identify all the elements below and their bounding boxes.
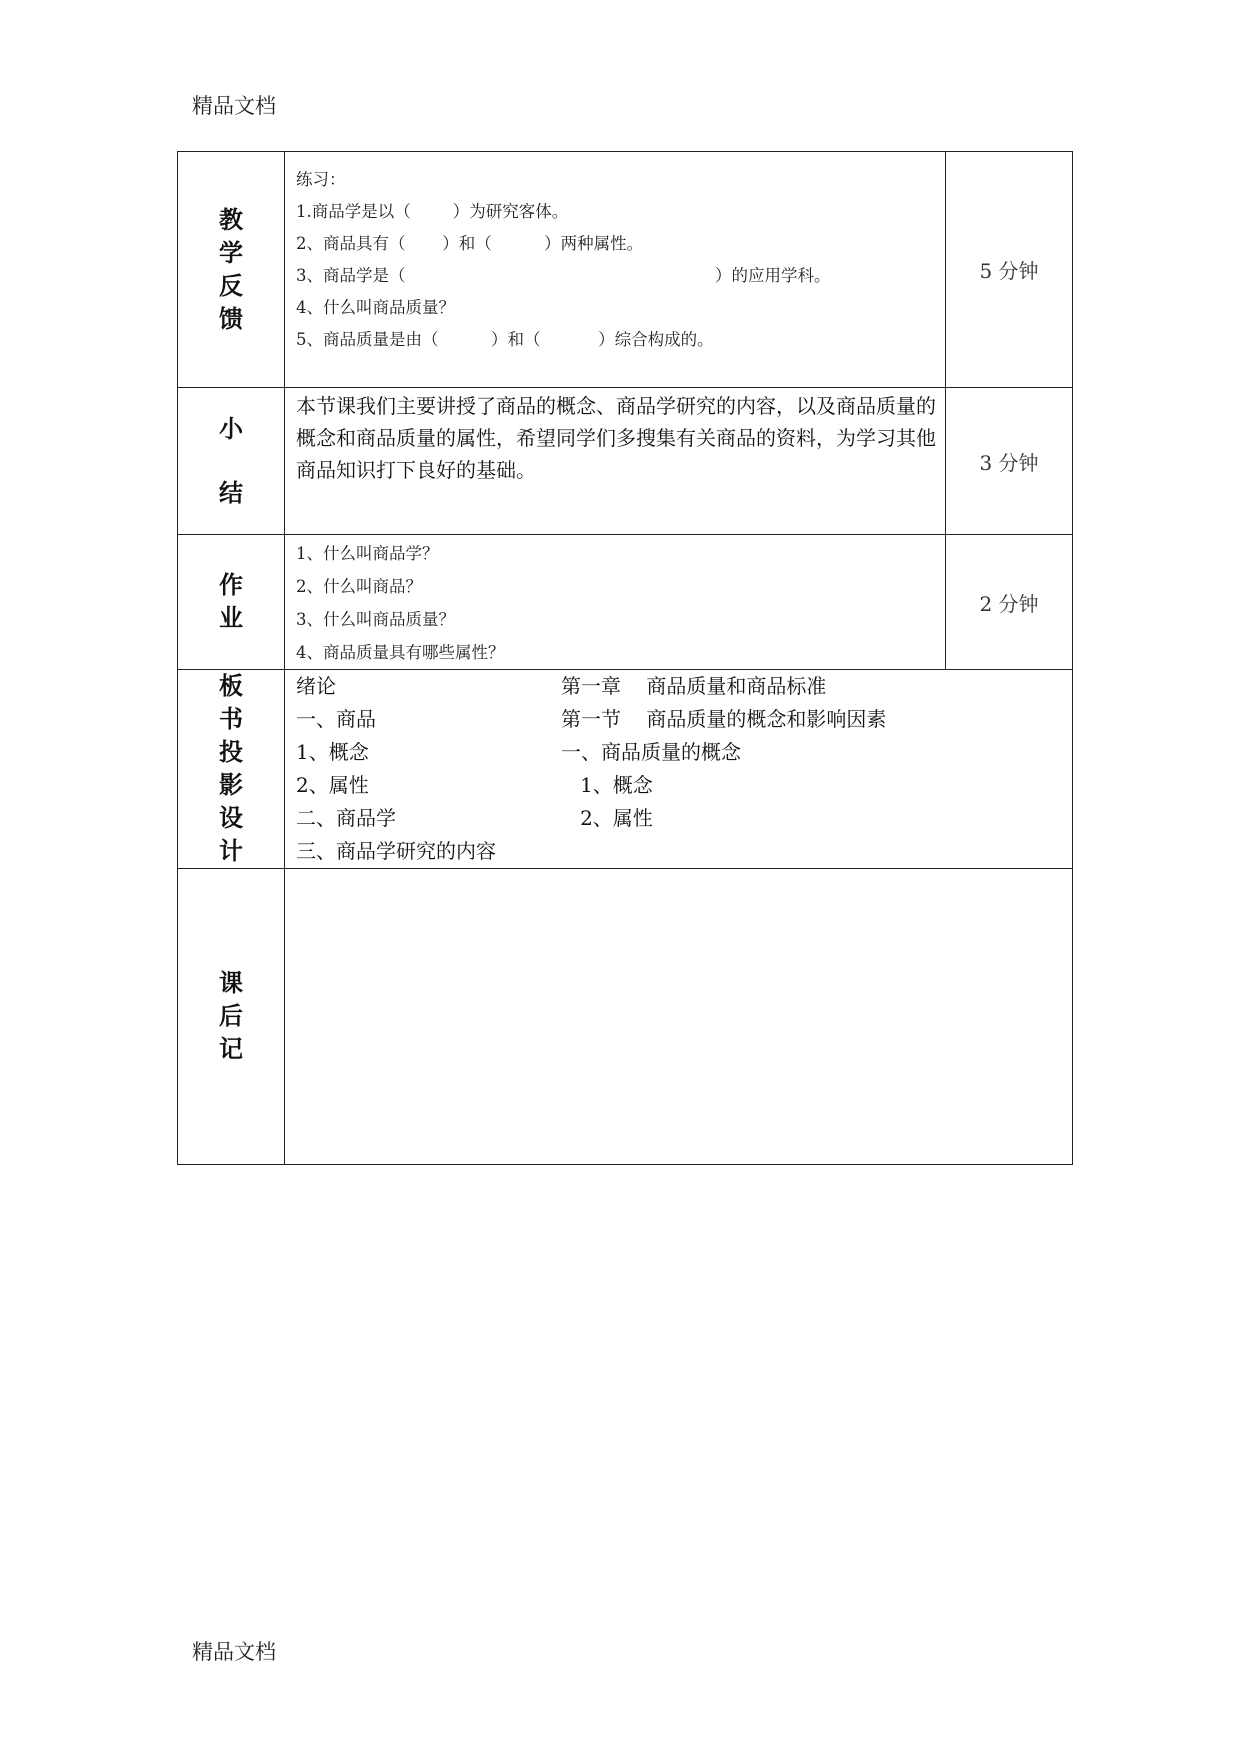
homework-content <box>285 535 946 670</box>
homework-label: 作 业 <box>178 535 285 670</box>
exercise-line: 1.商品学是以（ ）为研究客体。 <box>296 202 569 221</box>
board-right-column <box>561 670 1072 868</box>
page-footer-text: 精品文档 <box>192 1640 276 1664</box>
page-header-text: 精品文档 <box>192 94 276 118</box>
exercise-line: 3、商品学是（ ）的应用学科。 <box>296 266 831 285</box>
board-label: 板 书 投 影 设 计 <box>178 670 285 869</box>
homework-row <box>178 535 1073 670</box>
board-line: 一、商品 <box>296 707 376 731</box>
feedback-row <box>178 152 1073 388</box>
summary-label: 小 结 <box>178 388 285 535</box>
board-line: 第一章 商品质量和商品标准 <box>561 674 827 698</box>
board-line: 绪论 <box>296 674 336 698</box>
summary-row <box>178 388 1073 535</box>
exercise-line: 4、什么叫商品质量？ <box>296 298 455 317</box>
board-row <box>178 670 1073 869</box>
board-line: 三、商品学研究的内容 <box>296 839 496 863</box>
board-line: 1、概念 <box>296 740 369 764</box>
summary-time: 3 分钟 <box>946 388 1073 535</box>
board-line: 2、属性 <box>296 773 369 797</box>
feedback-label: 教 学 反 馈 <box>178 152 285 388</box>
notes-label: 课 后 记 <box>178 869 285 1165</box>
board-line: 2、属性 <box>561 806 653 830</box>
notes-row <box>178 869 1073 1165</box>
board-line: 第一节 商品质量的概念和影响因素 <box>561 707 887 731</box>
board-line: 二、商品学 <box>296 806 396 830</box>
board-line: 1、概念 <box>561 773 653 797</box>
homework-question: 1、什么叫商品学？ <box>296 544 439 563</box>
notes-content <box>285 869 1073 1165</box>
homework-question: 3、什么叫商品质量？ <box>296 610 455 629</box>
exercise-line: 2、商品具有（ ）和（ ）两种属性。 <box>296 234 644 253</box>
board-left-column <box>296 670 561 868</box>
lesson-plan-table <box>177 151 1073 1165</box>
homework-question: 4、商品质量具有哪些属性？ <box>296 643 505 662</box>
feedback-time: 5 分钟 <box>946 152 1073 388</box>
board-line: 一、商品质量的概念 <box>561 740 741 764</box>
homework-time: 2 分钟 <box>946 535 1073 670</box>
homework-question: 2、什么叫商品？ <box>296 577 422 596</box>
board-content <box>285 670 1073 869</box>
feedback-content <box>285 152 946 388</box>
exercise-title: 练习： <box>296 170 346 189</box>
summary-text: 本节课我们主要讲授了商品的概念、商品学研究的内容，以及商品质量的概念和商品质量的属性，希望同学们多搜集有关商品的资料，为学习其他商品知识打下良好的基础。 <box>285 388 946 535</box>
exercise-line: 5、商品质量是由（ ）和（ ）综合构成的。 <box>296 330 714 349</box>
